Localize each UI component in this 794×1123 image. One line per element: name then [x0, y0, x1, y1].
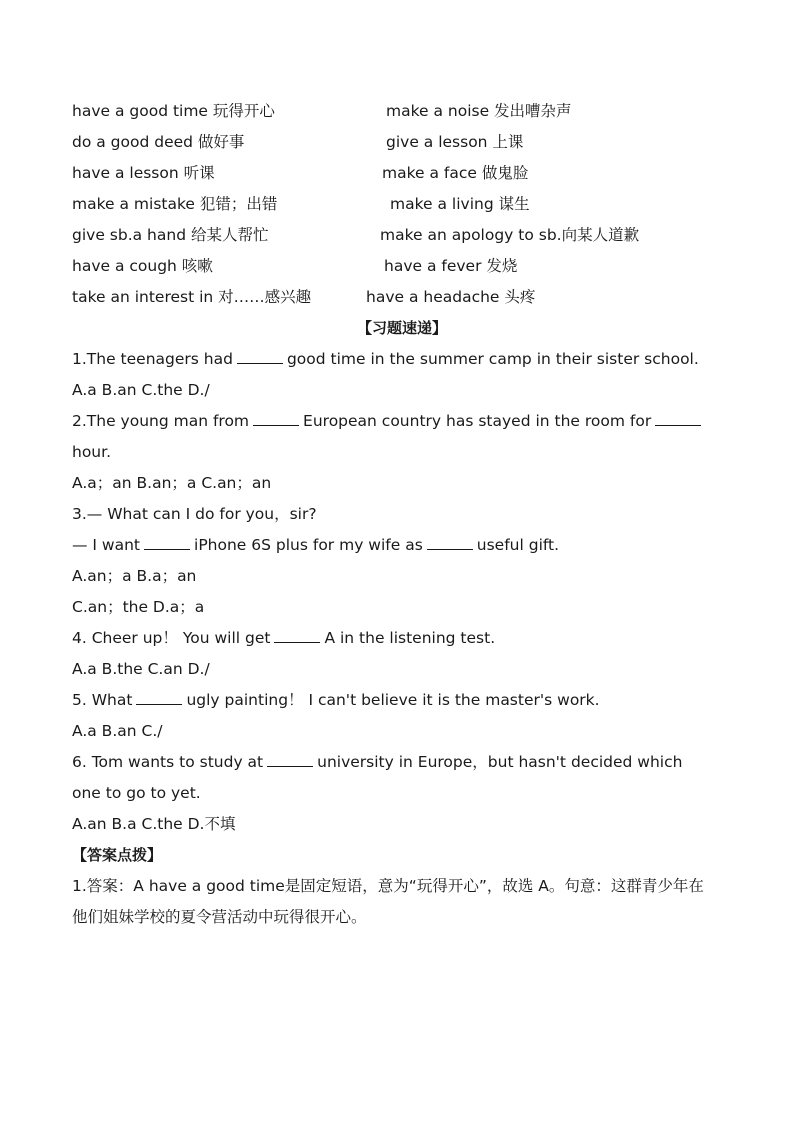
- question-text: European country has stayed in the room for: [303, 412, 652, 430]
- answer-blank: [144, 535, 190, 550]
- phrase-right: have a fever 发烧: [384, 257, 518, 275]
- question-2: [72, 406, 732, 437]
- phrase-left: do a good deed 做好事: [72, 133, 245, 151]
- phrase-left: have a good time 玩得开心: [72, 102, 275, 120]
- question-2-continued: hour.: [72, 443, 112, 461]
- phrase-row: [72, 282, 732, 313]
- phrase-left: take an interest in 对……感兴趣: [72, 288, 312, 306]
- phrase-row: [72, 189, 732, 220]
- phrase-left: have a lesson 听课: [72, 164, 215, 182]
- question-text: A in the listening test.: [324, 629, 496, 647]
- question-text: 2.The young man from: [72, 412, 250, 430]
- phrase-row: [72, 96, 732, 127]
- question-text: 5. What: [72, 691, 133, 709]
- answer-blank: [274, 628, 320, 643]
- question-text: iPhone 6S plus for my wife as: [194, 536, 423, 554]
- exercise-heading: 【习题速递】: [356, 319, 447, 337]
- answer-blank: [267, 752, 313, 767]
- phrase-right: have a headache 头疼: [366, 288, 536, 306]
- question-5: [72, 685, 732, 716]
- question-2-options: A.a；an B.an；a C.an；an: [72, 474, 272, 492]
- phrase-right: make a face 做鬼脸: [382, 164, 529, 182]
- phrase-row: [72, 127, 732, 158]
- question-1: [72, 344, 732, 375]
- question-text: useful gift.: [476, 536, 560, 554]
- phrase-left: make a mistake 犯错；出错: [72, 195, 278, 213]
- document-page: [72, 96, 732, 933]
- phrase-left: have a cough 咳嗽: [72, 257, 213, 275]
- question-text: 1.The teenagers had: [72, 350, 233, 368]
- answer-blank: [136, 690, 182, 705]
- answer-blank: [237, 349, 283, 364]
- phrase-right: make a noise 发出嘈杂声: [386, 102, 572, 120]
- answer-blank: [427, 535, 473, 550]
- question-6-continued: one to go to yet.: [72, 784, 201, 802]
- question-5-options: A.a B.an C./: [72, 722, 163, 740]
- question-1-options: A.a B.an C.the D./: [72, 381, 210, 399]
- answer-1: 1.答案：A have a good time是固定短语，意为“玩得开心”，故选 A。句意：这群青少年在: [72, 877, 704, 895]
- question-6-options: A.an B.a C.the D.不填: [72, 815, 236, 833]
- question-3-options: C.an；the D.a；a: [72, 598, 205, 616]
- answer-heading: 【答案点拨】: [72, 846, 163, 864]
- phrase-right: make a living 谋生: [390, 195, 530, 213]
- phrase-right: make an apology to sb.向某人道歉: [380, 226, 640, 244]
- phrase-row: [72, 158, 732, 189]
- phrase-left: give sb.a hand 给某人帮忙: [72, 226, 269, 244]
- question-3: 3.— What can I do for you，sir?: [72, 505, 317, 523]
- phrase-list: [72, 96, 732, 313]
- question-text: ugly painting！ I can't believe it is the master's work.: [186, 691, 600, 709]
- question-4-options: A.a B.the C.an D./: [72, 660, 210, 678]
- answer-blank: [655, 411, 701, 426]
- question-text: good time in the summer camp in their sister school.: [286, 350, 699, 368]
- question-3-options: A.an；a B.a；an: [72, 567, 197, 585]
- answer-blank: [253, 411, 299, 426]
- question-text: 6. Tom wants to study at: [72, 753, 264, 771]
- phrase-right: give a lesson 上课: [386, 133, 524, 151]
- question-text: 4. Cheer up！ You will get: [72, 629, 271, 647]
- phrase-row: [72, 220, 732, 251]
- question-text: university in Europe，but hasn't decided which: [317, 753, 683, 771]
- phrase-row: [72, 251, 732, 282]
- answer-1-continued: 他们姐妹学校的夏令营活动中玩得很开心。: [72, 908, 367, 926]
- question-6: [72, 747, 732, 778]
- question-4: [72, 623, 732, 654]
- question-3-reply: [72, 530, 732, 561]
- question-text: — I want: [72, 536, 141, 554]
